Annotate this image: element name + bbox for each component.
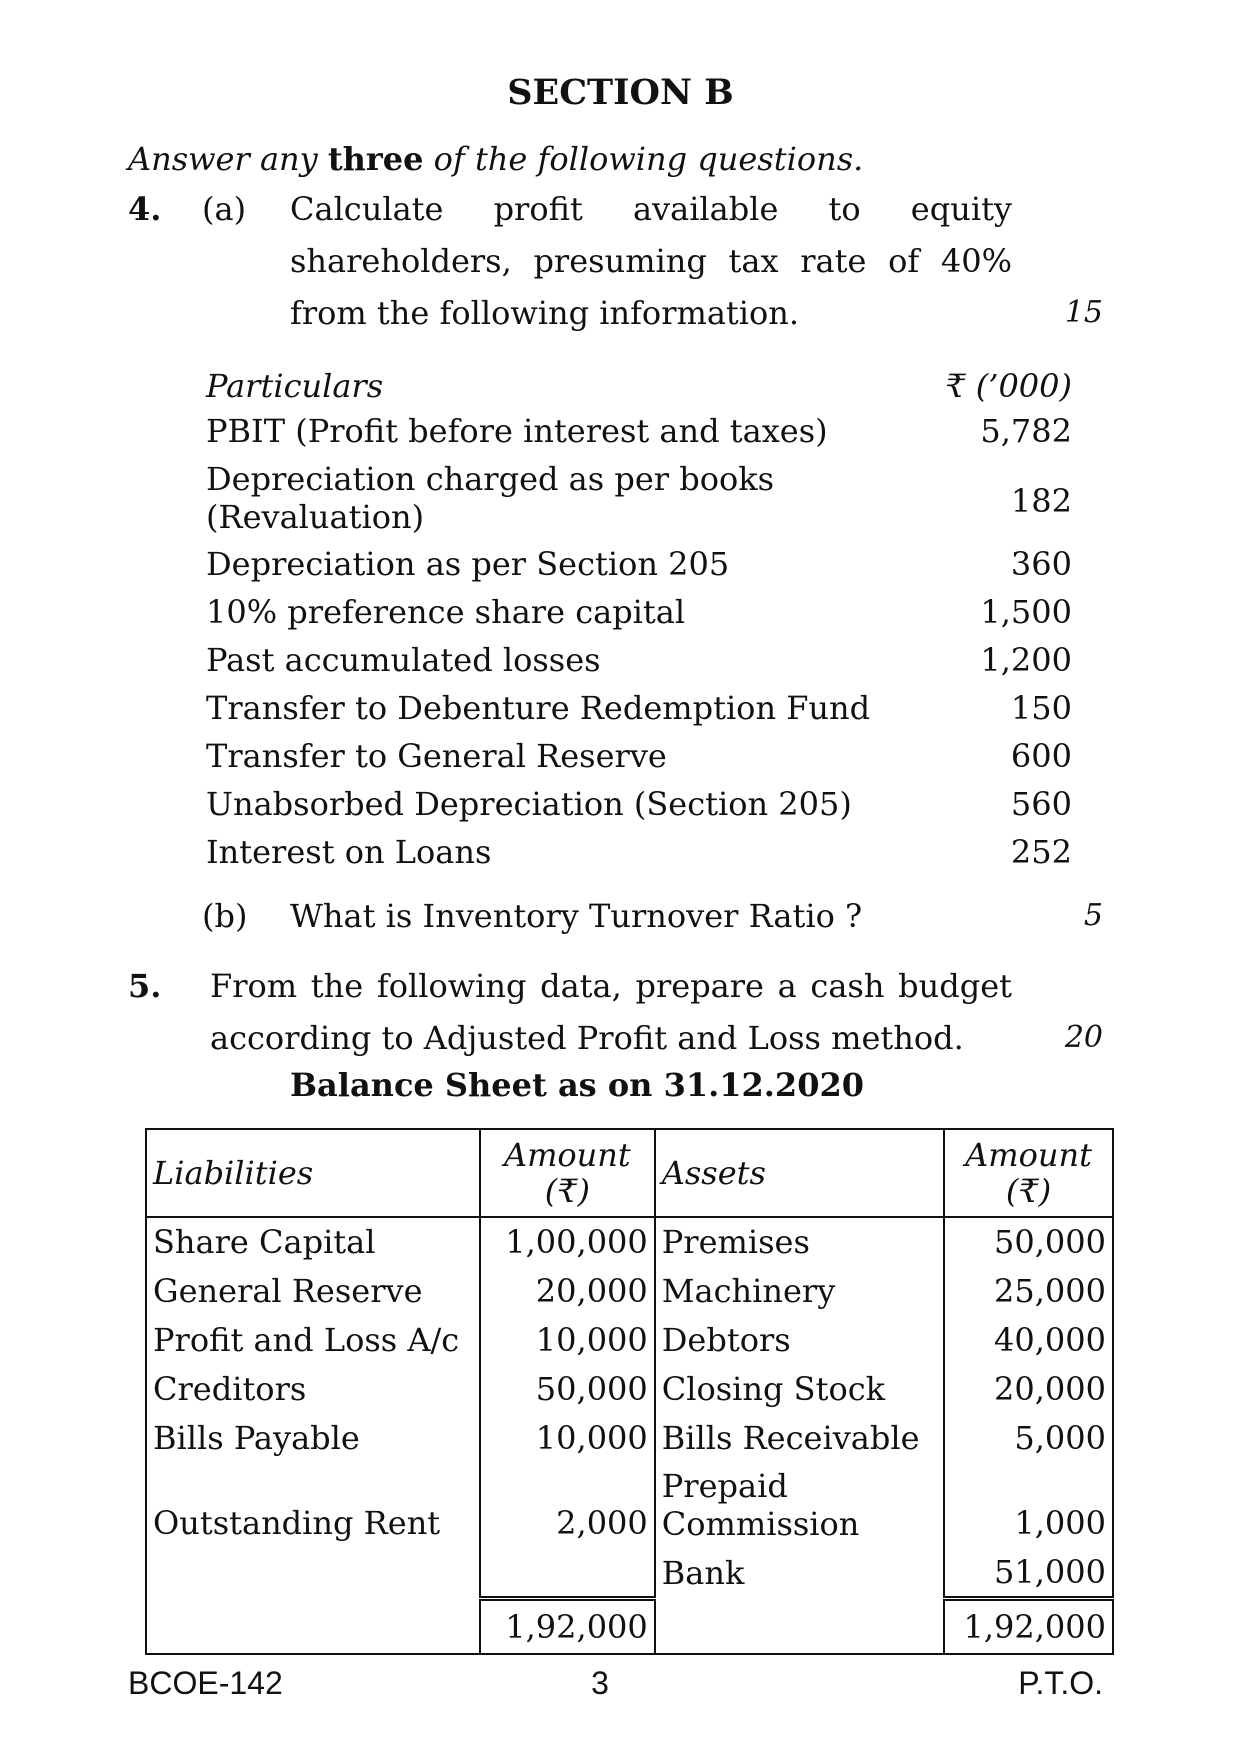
q4-number: 4.: [128, 190, 162, 228]
asset-name: Premises: [655, 1217, 944, 1266]
row-value: 1,500: [980, 593, 1072, 631]
instruction-bold: three: [327, 140, 424, 178]
footer-course-code: BCOE-142: [128, 1665, 283, 1701]
empty-cell: [146, 1548, 480, 1598]
amount-header-assets: [944, 1129, 1113, 1217]
section-title: SECTION B: [507, 72, 734, 113]
asset-name: Bank: [655, 1548, 944, 1598]
q4-a-line1: Calculate profit available to equity: [290, 190, 1012, 228]
asset-name-line1: Prepaid: [661, 1467, 788, 1505]
asset-amount: 50,000: [944, 1217, 1113, 1266]
q4-b-label: (b): [202, 897, 248, 935]
particulars-row: [206, 641, 1072, 681]
row-label: PBIT (Profit before interest and taxes): [206, 412, 828, 450]
table-row: [146, 1548, 1113, 1598]
particulars-row: [206, 833, 1072, 873]
rupee-label: (₹): [544, 1172, 591, 1210]
row-label: Depreciation as per Section 205: [206, 545, 730, 583]
amount-header-liab: [480, 1129, 655, 1217]
table-row: [146, 1462, 1113, 1548]
liabilities-header: Liabilities: [146, 1129, 480, 1217]
liability-name: Outstanding Rent: [146, 1462, 480, 1548]
row-value: 5,782: [980, 412, 1072, 450]
table-row: [146, 1315, 1113, 1364]
asset-name: Debtors: [655, 1315, 944, 1364]
total-liabilities: 1,92,000: [480, 1598, 655, 1654]
particulars-row: [206, 545, 1072, 585]
empty-cell: [480, 1548, 655, 1598]
instruction-pre: Answer any: [128, 140, 328, 178]
asset-amount: 5,000: [944, 1413, 1113, 1462]
row-label: Unabsorbed Depreciation (Section 205): [206, 785, 852, 823]
liability-amount: 2,000: [480, 1462, 655, 1548]
balance-sheet-title: Balance Sheet as on 31.12.2020: [290, 1066, 864, 1104]
asset-amount: 20,000: [944, 1364, 1113, 1413]
table-row: [146, 1266, 1113, 1315]
q5-line1: From the following data, prepare a cash budget: [210, 967, 1012, 1005]
row-label-cont: (Revaluation): [206, 498, 425, 536]
asset-name: Bills Receivable: [655, 1413, 944, 1462]
empty-cell: [146, 1598, 480, 1654]
liability-name: Profit and Loss A/c: [146, 1315, 480, 1364]
row-label: Depreciation charged as per books: [206, 460, 775, 498]
asset-name: Closing Stock: [655, 1364, 944, 1413]
instruction-post: of the following questions.: [423, 140, 864, 178]
table-row: [146, 1413, 1113, 1462]
table-row: [146, 1217, 1113, 1266]
row-value: 252: [1010, 833, 1072, 871]
row-value: 600: [1010, 737, 1072, 775]
q5-line2: according to Adjusted Profit and Loss method.: [210, 1019, 964, 1057]
balance-sheet-table: [145, 1128, 1114, 1655]
assets-header: Assets: [655, 1129, 944, 1217]
liability-name: Share Capital: [146, 1217, 480, 1266]
asset-name: [655, 1462, 944, 1548]
asset-amount: 51,000: [944, 1548, 1113, 1598]
particulars-row: [206, 689, 1072, 729]
q4-a-marks: 15: [1064, 295, 1103, 330]
particulars-row: [206, 737, 1072, 777]
liability-amount: 1,00,000: [480, 1217, 655, 1266]
liability-amount: 20,000: [480, 1266, 655, 1315]
q4-a-label: (a): [202, 190, 247, 228]
footer-pto: P.T.O.: [1018, 1665, 1103, 1701]
row-label: Transfer to Debenture Redemption Fund: [206, 689, 871, 727]
rupee-label: (₹): [1005, 1172, 1052, 1210]
q4-a-line3: from the following information.: [290, 294, 800, 332]
asset-name: Machinery: [655, 1266, 944, 1315]
row-label: 10% preference share capital: [206, 593, 686, 631]
particulars-row: [206, 460, 1072, 540]
particulars-label: Particulars: [206, 367, 384, 405]
amount-label: Amount: [503, 1136, 631, 1174]
total-assets: 1,92,000: [944, 1598, 1113, 1654]
rupee-thousands-label: ₹ (’000): [945, 367, 1072, 405]
q4-b-marks: 5: [1083, 898, 1103, 933]
row-value: 560: [1010, 785, 1072, 823]
liability-name: Bills Payable: [146, 1413, 480, 1462]
particulars-row: [206, 785, 1072, 825]
empty-cell: [655, 1598, 944, 1654]
row-label: Past accumulated losses: [206, 641, 601, 679]
q4-b-text: What is Inventory Turnover Ratio ?: [290, 897, 863, 935]
particulars-row: [206, 593, 1072, 633]
q5-marks: 20: [1064, 1020, 1103, 1055]
row-value: 360: [1010, 545, 1072, 583]
row-label: Transfer to General Reserve: [206, 737, 667, 775]
q4-a-line2: shareholders, presuming tax rate of 40%: [290, 242, 1012, 280]
row-value: 182: [1010, 482, 1072, 520]
liability-name: General Reserve: [146, 1266, 480, 1315]
particulars-row: [206, 412, 1072, 452]
total-row: [146, 1598, 1113, 1654]
asset-amount: 1,000: [944, 1462, 1113, 1548]
q5-number: 5.: [128, 967, 162, 1005]
instruction: [128, 140, 863, 178]
particulars-header: [206, 367, 1072, 407]
liability-amount: 10,000: [480, 1315, 655, 1364]
liability-amount: 50,000: [480, 1364, 655, 1413]
liability-amount: 10,000: [480, 1413, 655, 1462]
amount-label: Amount: [965, 1136, 1092, 1174]
table-row: [146, 1364, 1113, 1413]
row-label: Interest on Loans: [206, 833, 492, 871]
table-header-row: [146, 1129, 1113, 1217]
liability-name: Creditors: [146, 1364, 480, 1413]
asset-amount: 25,000: [944, 1266, 1113, 1315]
asset-name-line2: Commission: [661, 1505, 860, 1543]
row-value: 1,200: [980, 641, 1072, 679]
row-value: 150: [1010, 689, 1072, 727]
asset-amount: 40,000: [944, 1315, 1113, 1364]
footer-page-number: 3: [591, 1665, 609, 1701]
